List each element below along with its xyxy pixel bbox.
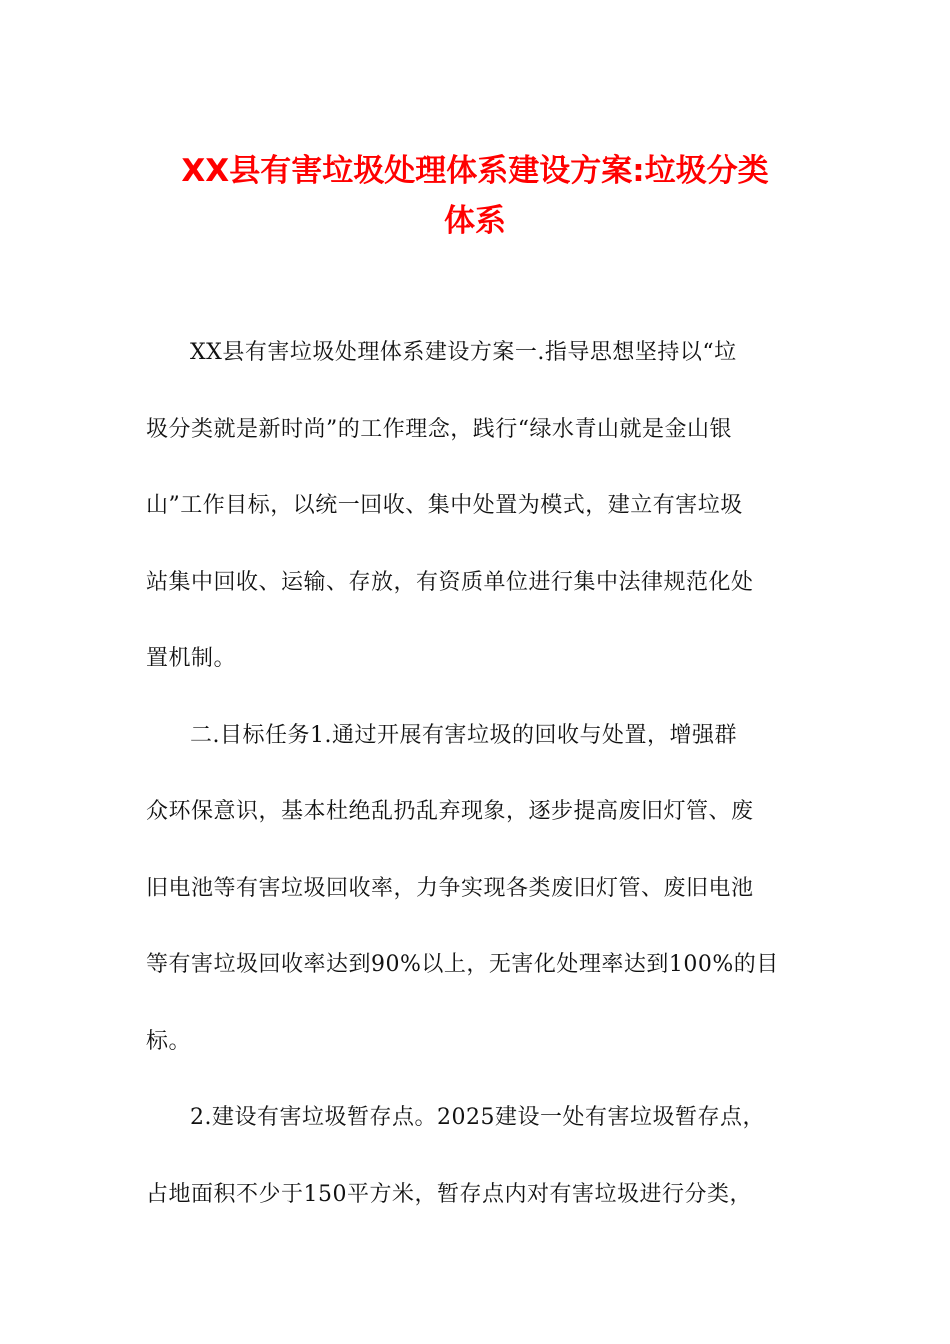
body-line: 等有害垃圾回收率达到90%以上，无害化处理率达到100%的目 [146,952,779,977]
title-line-1: XX县有害垃圾处理体系建设方案:垃圾分类 [181,153,769,189]
body-line: 旧电池等有害垃圾回收率，力争实现各类废旧灯管、废旧电池 [146,875,754,901]
title-line-2: 体系 [444,203,506,239]
body-line: 标。 [146,1028,192,1054]
body-line: 二.目标任务1.通过开展有害垃圾的回收与处置，增强群 [190,722,737,748]
document-title [140,146,810,246]
body-line: XX县有害垃圾处理体系建设方案一.指导思想坚持以“垃 [190,340,737,365]
body-line: 置机制。 [146,646,237,671]
body-line: 圾分类就是新时尚”的工作理念，践行“绿水青山就是金山银 [146,416,732,442]
body-line: 站集中回收、运输、存放，有资质单位进行集中法律规范化处 [146,569,754,595]
body-line: 占地面积不少于150平方米，暂存点内对有害垃圾进行分类， [146,1181,752,1207]
body-line: 2.建设有害垃圾暂存点。2025建设一处有害垃圾暂存点， [190,1105,765,1130]
body-line: 山”工作目标，以统一回收、集中处置为模式，建立有害垃圾 [146,493,743,518]
body-line: 众环保意识，基本杜绝乱扔乱弃现象，逐步提高废旧灯管、废 [146,799,754,824]
document-body [146,328,796,1246]
